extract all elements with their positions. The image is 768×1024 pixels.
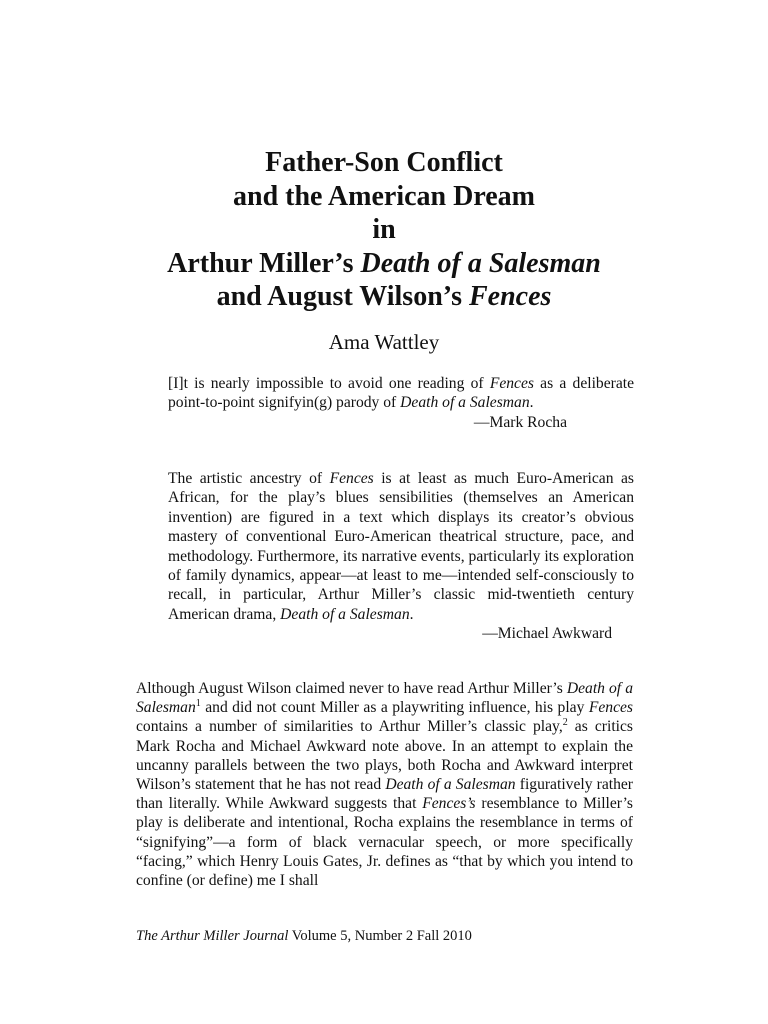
epigraph-rocha-text-1: [I]t is nearly impossible to avoid one reading of [168, 375, 490, 392]
title-line-3: in [372, 214, 396, 245]
epigraph-awkward-text-3: . [409, 605, 414, 623]
epigraph-awkward-attribution: —Michael Awkward [482, 625, 612, 643]
epigraph-rocha-text-3: . [529, 394, 534, 412]
title-line-4-italic: Death of a Salesman [360, 247, 601, 279]
epigraph-awkward-italic-2: Death of a Salesman [280, 605, 410, 623]
epigraph-awkward [168, 469, 634, 644]
epigraph-awkward-text-1: The artistic ancestry of [168, 470, 330, 487]
footnote-ref-1: 1 [195, 698, 201, 710]
body-italic-2: Fences [588, 699, 633, 717]
footnote-ref-2: 2 [562, 717, 568, 729]
body-text-6: resemblance to Miller’s play is deliberate and intentional, Rocha explains the resemblance in terms of “signifying”—a form of black vernacular speech, or more specifically “facing,” which Henry Louis Gates, Jr. defines as “that by which you intend to confine (or define) me I shall [136, 795, 633, 890]
body-text-4: as critics Mark Rocha and Michael Awkward note above. In an attempt to explain the uncanny parallels between the two plays, both Rocha and Awkward interpret Wilson’s statement that he has not read [136, 718, 633, 794]
title-line-5 [100, 280, 668, 314]
epigraph-rocha-italic-1: Fences [489, 375, 534, 392]
epigraph-rocha-quote [168, 374, 634, 413]
body-paragraph [136, 679, 633, 890]
author-name: Ama Wattley [328, 330, 440, 354]
epigraph-awkward-italic-1: Fences [329, 470, 374, 487]
body-text-2: and did not count Miller as a playwriting influence, his play [200, 699, 589, 717]
journal-footer [136, 928, 656, 945]
epigraph-awkward-text-2: is at least as much Euro-American as African, for the play’s blues sensibilities (themselves an American invention) are figured in a text which displays its creator’s obvious mastery of conventional Euro-American theatrical structure, pace, and methodology. Furthermore, its narrative events, particularly its exploration of family dynamics, appear—at least to me—intended self-consciously to recall, in particular, Arthur Miller’s classic mid-twentieth century American drama, [168, 470, 634, 623]
title-line-1: Father-Son Conflict [265, 147, 503, 178]
journal-issue: Volume 5, Number 2 Fall 2010 [288, 928, 472, 944]
body-text-5: figuratively rather than literally. While Awkward suggests that [136, 776, 634, 813]
journal-name: The Arthur Miller Journal [136, 928, 289, 944]
epigraph-rocha-attribution: —Mark Rocha [473, 413, 567, 431]
body-text-3: contains a number of similarities to Arthur Miller’s classic play, [136, 718, 563, 736]
epigraph-rocha [168, 374, 634, 432]
title-line-5-italic: Fences [468, 281, 552, 312]
title-line-4 [100, 247, 668, 281]
epigraph-rocha-italic-2: Death of a Salesman [400, 394, 530, 412]
body-italic-3: Death of a Salesman [385, 776, 516, 794]
article-title [100, 146, 668, 314]
body-italic-1: Death of a Salesman [136, 680, 633, 717]
epigraph-rocha-text-2: as a deliberate point-to-point signifyin(g) parody of [168, 375, 634, 412]
title-line-5-prefix: and August Wilson’s [216, 281, 469, 312]
body-text-1: Although August Wilson claimed never to have read Arthur Miller’s [136, 680, 567, 697]
title-line-4-prefix: Arthur Miller’s [167, 247, 361, 279]
title-line-2: and the American Dream [233, 180, 535, 212]
body-italic-4: Fences’s [422, 795, 476, 813]
epigraph-awkward-quote [168, 469, 634, 624]
